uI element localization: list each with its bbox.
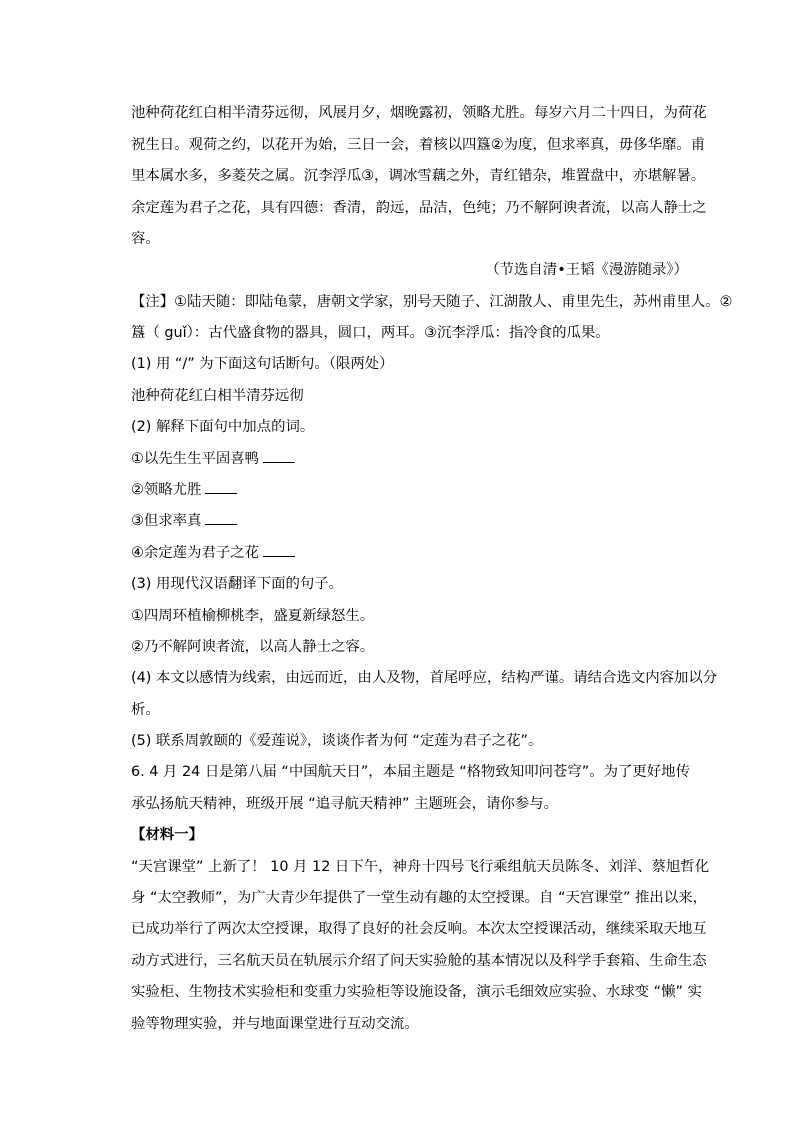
question-3-item-2: ②乃不解阿谀者流，以高人静士之容。 — [131, 639, 375, 655]
question-3: (3) 用现代汉语翻译下面的句子。 — [131, 576, 344, 592]
question-2-item-1: ①以先生生平固喜鸭 — [131, 449, 706, 469]
source-citation: （节选自清•王韬《漫游随录》） — [485, 262, 688, 278]
question-5: (5) 联系周敦颐的《爱莲说》，谈谈作者为何 “定莲为君子之花”。 — [131, 733, 543, 749]
material-heading: 【材料一】 — [131, 827, 203, 843]
material-line-5: 实验柜、生物技术实验柜和变重力实验柜等设施设备，演示毛细效应实验、水球变 “懒” 实 — [131, 984, 702, 1000]
material-line-1: “天宫课堂” 上新了！ 10 月 12 日下午，神舟十四号飞行乘组航天员陈冬、刘洋、蔡旭哲化 — [131, 859, 710, 875]
question-2: (2) 解释下面句中加点的词。 — [131, 419, 315, 435]
question-2-item-4: ④余定莲为君子之花 — [131, 543, 706, 563]
passage-line-1: 池种荷花红白相半清芬远彻，风展月夕，烟晚露初，领略尤胜。每岁六月二十四日，为荷花 — [131, 105, 707, 121]
question-4: (4) 本文以感情为线索，由远而近，由人及物，首尾呼应，结构严谨。请结合选文内容加以分 — [131, 670, 718, 686]
material-line-3: 已成功举行了两次太空授课，取得了良好的社会反响。本次太空授课活动，继续采取天地互 — [131, 921, 707, 937]
question-3-item-1: ①四周环植榆柳桃李，盛夏新绿怒生。 — [131, 608, 375, 624]
passage-line-3: 里本属水多，多菱芡之属。沉李浮瓜③，调冰雪藕之外，青红错杂，堆置盘中，亦堪解暑。 — [131, 168, 706, 184]
material-line-6: 验等物理实验，并与地面课堂进行互动交流。 — [131, 1016, 419, 1032]
answer-blank[interactable] — [205, 511, 237, 525]
question-1-sentence: 池种荷花红白相半清芬远彻 — [131, 388, 304, 404]
question-6-line-2: 承弘扬航天精神，班级开展 “追寻航天精神” 主题班会，请你参与。 — [131, 796, 558, 812]
question-4-cont: 析。 — [131, 702, 160, 718]
passage-line-5: 容。 — [131, 231, 160, 247]
question-2-item-2: ②领略尤胜 — [131, 480, 706, 500]
passage-line-2: 祝生日。观荷之约，以花开为始，三日一会，着核以四簋②为度，但求率真，毋侈华靡。甫 — [131, 137, 706, 153]
note-line-1: 【注】①陆天随：即陆龟蒙，唐朝文学家，别号天随子、江湖散人、甫里先生，苏州甫里人。② — [131, 294, 733, 310]
question-1: (1) 用 “/” 为下面这句话断句。（限两处） — [131, 356, 394, 372]
answer-blank[interactable] — [205, 480, 237, 494]
answer-blank[interactable] — [263, 543, 295, 557]
question-6-line-1: 6. 4 月 24 日是第八届 “中国航天日”，本届主题是 “格物致知叩问苍穹”。为了更好地传 — [131, 764, 690, 780]
question-2-item-3: ③但求率真 — [131, 511, 706, 531]
material-line-2: 身 “太空教师”，为广大青少年提供了一堂生动有趣的太空授课。自 “天宫课堂” 推出以来， — [131, 890, 708, 906]
passage-line-4: 余定莲为君子之花，具有四德：香清，韵远，品洁，色纯；乃不解阿谀者流，以高人静士之 — [131, 200, 707, 216]
answer-blank[interactable] — [263, 449, 295, 463]
material-line-4: 动方式进行，三名航天员在轨展示介绍了问天实验舱的基本情况以及科学手套箱、生命生态 — [131, 953, 707, 969]
note-line-2: 簋（ guǐ）：古代盛食物的器具，圆口，两耳。③沉李浮瓜：指冷食的瓜果。 — [131, 325, 610, 341]
